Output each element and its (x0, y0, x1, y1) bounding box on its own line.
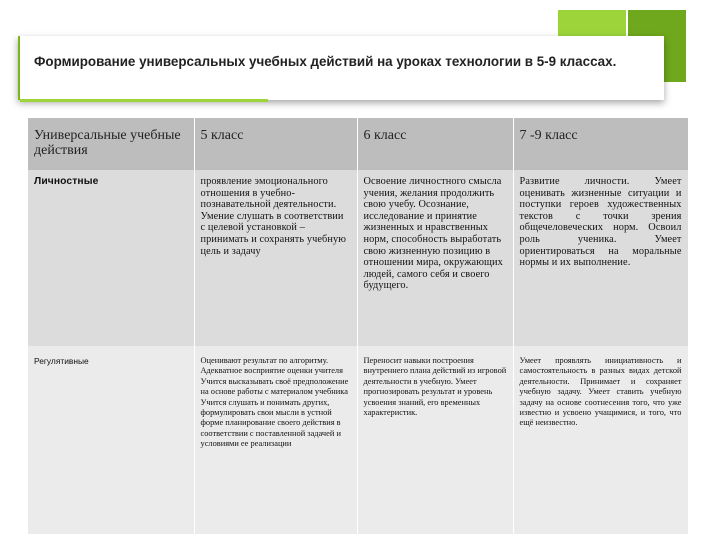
column-header: 7 -9 класс (513, 118, 688, 170)
title-banner (18, 36, 664, 100)
column-header: Универсальные учебные действия (28, 118, 194, 170)
table-cell: Переносит навыки построения внутреннего плана действий из игровой деятельности в учебную. Умеет прогнозировать результат и уровень усвоения знаний, его временных характеристик. (357, 346, 513, 534)
row-label: Регулятивные (28, 346, 194, 534)
page-title: Формирование универсальных учебных действий на уроках технологии в 5-9 классах. (34, 54, 617, 69)
table-cell: Освоение личностного смысла учения, желания продолжить свою учебу. Осознание, исследование и принятие жизненных и нравственных норм, способность выработать свою жизненную позицию в отношении мира, окружающих людей, самого себя и своего будущего. (357, 170, 513, 346)
table-cell: Оценивают результат по алгоритму. Адекватное восприятие оценки учителя Учится высказывать своё предположение на основе работы с материалом учебника Учится слушать и понимать других, формулировать свои мысли в устной форме планирование своего действия в соответствии с поставленной задачей и условиями ее реализации (194, 346, 357, 534)
title-accent-line (20, 99, 268, 102)
table-cell: Умеет проявлять инициативность и самостоятельность в разных видах детской деятельности. Принимает и сохраняет учебную задачу. Умеет ставить учебную задачу на основе соотнесения того, что уже известно и усвоено учащимися, и того, что ещё неизвестно. (513, 346, 688, 534)
column-header: 5 класс (194, 118, 357, 170)
table-cell: проявление эмоционального отношения в учебно-познавательной деятельности. Умение слушать в соответствии с целевой установкой –принимать и сохранять учебную цель и задачу (194, 170, 357, 346)
table-cell: Развитие личности. Умеет оценивать жизненные ситуации и поступки героев художественных текстов с точки зрения общечеловеческих норм. Освоил роль ученика. Умеет ориентироваться на моральные нормы и их выполнение. (513, 170, 688, 346)
row-label: Личностные (28, 170, 194, 346)
table-row (28, 170, 688, 346)
uud-table (28, 118, 689, 534)
column-header: 6 класс (357, 118, 513, 170)
table-header-row (28, 118, 688, 170)
table-row (28, 346, 688, 534)
